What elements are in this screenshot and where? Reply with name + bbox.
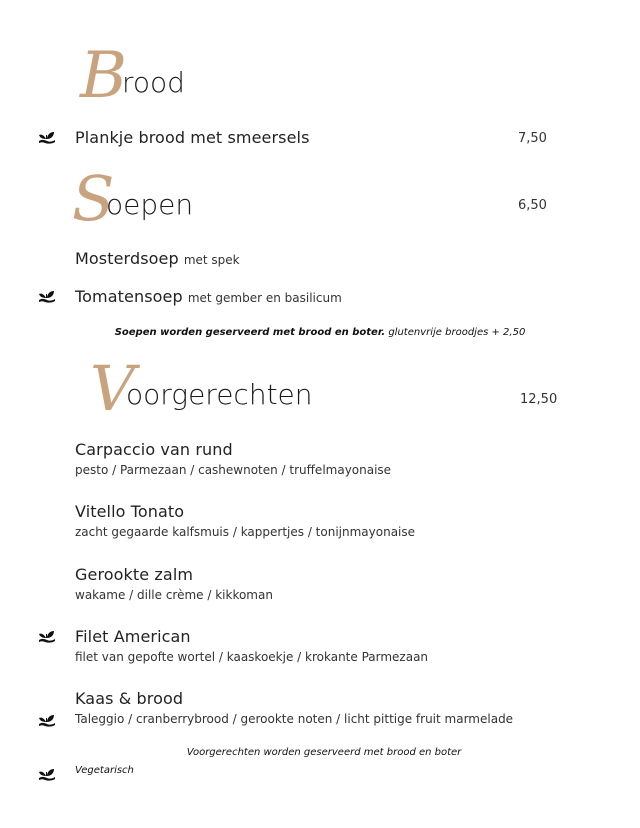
menu-item-title: Filet American [75,627,191,646]
heading-brood-initial: B [80,39,128,113]
menu-item-desc: zacht gegaarde kalfsmuis / kappertjes / tonijnmayonaise [75,525,416,539]
menu-item [75,287,342,306]
vegetarian-icon [38,130,56,144]
soepen-note-rest: glutenvrije broodjes + 2,50 [388,327,526,338]
heading-soepen-initial: S [72,162,115,235]
menu-item-title: Tomatensoep [75,287,183,306]
vegetarian-icon [38,629,56,643]
menu-item-desc: pesto / Parmezaan / cashewnoten / truffelmayonaise [75,463,392,477]
section-price-voorgerechten: 12,50 [520,392,558,407]
soepen-note-strong: Soepen worden geserveerd met brood en boter. [114,327,386,338]
menu-item-price: 7,50 [518,131,547,146]
menu-item [75,249,240,268]
soepen-note [0,327,640,338]
menu-item-title: Vitello Tonato [75,502,185,521]
section-price-soepen: 6,50 [518,198,547,213]
menu-item-desc: filet van gepofte wortel / kaaskoekje / krokante Parmezaan [75,650,429,664]
menu-item-title: Plankje brood met smeersels [75,128,310,147]
vegetarian-icon [38,713,56,727]
menu-item-desc: wakame / dille crème / kikkoman [75,588,273,602]
vegetarian-legend-label: Vegetarisch [75,765,134,776]
menu-item-desc: met gember en basilicum [187,291,342,305]
heading-soepen-rest: oepen [106,188,194,221]
menu-item-desc: Taleggio / cranberrybrood / gerookte noten / licht pittige fruit marmelade [75,712,514,726]
heading-brood-rest: rood [122,66,185,99]
menu-item-title: Kaas & brood [75,689,184,708]
vegetarian-icon [38,289,56,303]
voorgerechten-note: Voorgerechten worden geserveerd met brood en boter [186,747,462,758]
menu-item-title: Carpaccio van rund [75,440,233,459]
menu-item-desc: met spek [183,253,240,267]
menu-item-title: Mosterdsoep [75,249,179,268]
heading-voorgerechten-initial: V [90,352,135,425]
heading-voorgerechten-rest: oorgerechten [126,378,313,411]
menu-item-title: Gerookte zalm [75,565,194,584]
vegetarian-legend-icon [38,767,56,781]
